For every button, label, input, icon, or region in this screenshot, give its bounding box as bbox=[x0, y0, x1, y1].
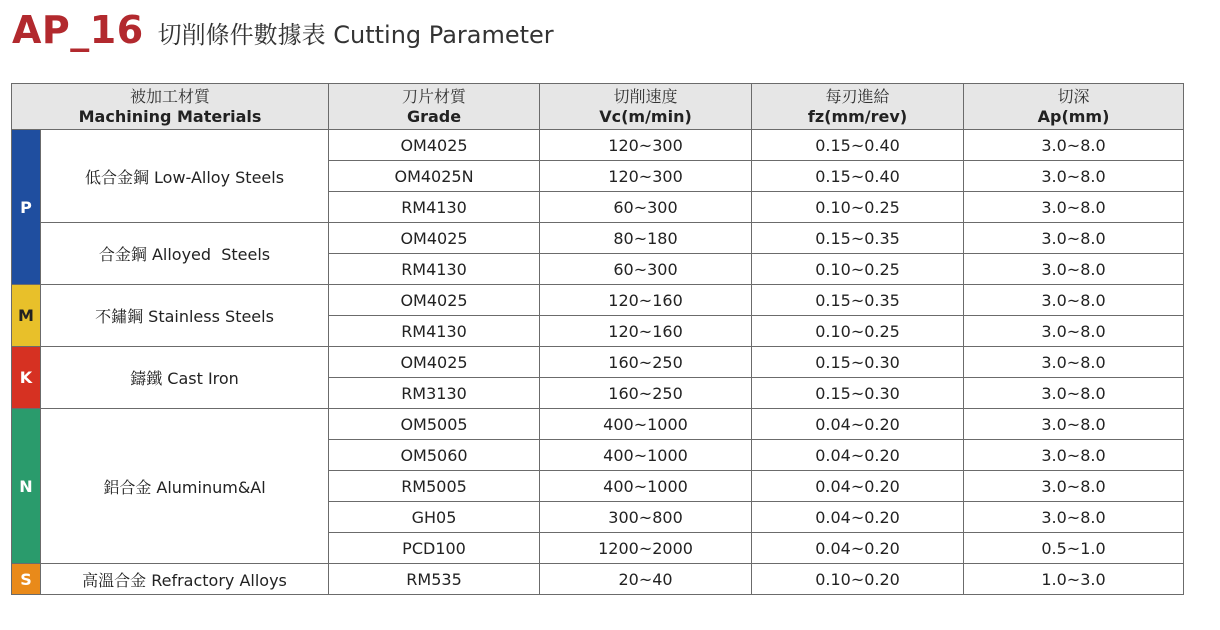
depth-cell: 3.0~8.0 bbox=[964, 316, 1184, 347]
column-header-depth bbox=[964, 84, 1184, 130]
feed-cell: 0.10~0.25 bbox=[752, 192, 964, 223]
speed-cell: 120~160 bbox=[540, 285, 752, 316]
speed-cell: 1200~2000 bbox=[540, 533, 752, 564]
grade-cell: OM4025 bbox=[329, 130, 540, 161]
speed-cell: 400~1000 bbox=[540, 440, 752, 471]
material-refractory-alloys: 高溫合金 Refractory Alloys bbox=[41, 564, 329, 595]
speed-cell: 160~250 bbox=[540, 347, 752, 378]
table-row bbox=[12, 285, 1184, 316]
speed-cell: 120~160 bbox=[540, 316, 752, 347]
column-header-feed-en: fz(mm/rev) bbox=[807, 106, 908, 126]
feed-cell: 0.15~0.40 bbox=[752, 130, 964, 161]
column-header-speed bbox=[540, 84, 752, 130]
table-row bbox=[12, 223, 1184, 254]
column-header-material-en: Machining Materials bbox=[78, 106, 262, 126]
depth-cell: 3.0~8.0 bbox=[964, 502, 1184, 533]
depth-cell: 3.0~8.0 bbox=[964, 378, 1184, 409]
grade-cell: OM4025 bbox=[329, 285, 540, 316]
iso-group-p: P bbox=[12, 130, 41, 285]
column-header-speed-en: Vc(m/min) bbox=[599, 106, 692, 126]
speed-cell: 60~300 bbox=[540, 192, 752, 223]
grade-cell: RM4130 bbox=[329, 192, 540, 223]
column-header-depth-en: Ap(mm) bbox=[1037, 106, 1110, 126]
column-header-grade-en: Grade bbox=[406, 106, 462, 126]
feed-cell: 0.10~0.25 bbox=[752, 254, 964, 285]
column-header-feed bbox=[752, 84, 964, 130]
table-row bbox=[12, 564, 1184, 595]
grade-cell: OM4025 bbox=[329, 347, 540, 378]
depth-cell: 3.0~8.0 bbox=[964, 409, 1184, 440]
speed-cell: 60~300 bbox=[540, 254, 752, 285]
depth-cell: 3.0~8.0 bbox=[964, 161, 1184, 192]
depth-cell: 3.0~8.0 bbox=[964, 440, 1184, 471]
speed-cell: 400~1000 bbox=[540, 471, 752, 502]
material-stainless-steels: 不鏽鋼 Stainless Steels bbox=[41, 285, 329, 347]
feed-cell: 0.04~0.20 bbox=[752, 533, 964, 564]
grade-cell: RM4130 bbox=[329, 316, 540, 347]
depth-cell: 3.0~8.0 bbox=[964, 285, 1184, 316]
column-header-speed-zh: 切削速度 bbox=[613, 86, 678, 106]
feed-cell: 0.15~0.30 bbox=[752, 347, 964, 378]
grade-cell: RM4130 bbox=[329, 254, 540, 285]
feed-cell: 0.04~0.20 bbox=[752, 502, 964, 533]
cutting-parameter-table bbox=[11, 83, 1184, 595]
grade-cell: OM5005 bbox=[329, 409, 540, 440]
speed-cell: 20~40 bbox=[540, 564, 752, 595]
material-cast-iron: 鑄鐵 Cast Iron bbox=[41, 347, 329, 409]
table-header-row bbox=[12, 84, 1184, 130]
feed-cell: 0.15~0.30 bbox=[752, 378, 964, 409]
feed-cell: 0.04~0.20 bbox=[752, 440, 964, 471]
grade-cell: RM535 bbox=[329, 564, 540, 595]
depth-cell: 1.0~3.0 bbox=[964, 564, 1184, 595]
material-low-alloy-steels: 低合金鋼 Low-Alloy Steels bbox=[41, 130, 329, 223]
iso-group-n: N bbox=[12, 409, 41, 564]
document-code: AP_16 bbox=[12, 8, 144, 52]
iso-group-m: M bbox=[12, 285, 41, 347]
grade-cell: OM4025 bbox=[329, 223, 540, 254]
speed-cell: 80~180 bbox=[540, 223, 752, 254]
feed-cell: 0.04~0.20 bbox=[752, 471, 964, 502]
depth-cell: 3.0~8.0 bbox=[964, 130, 1184, 161]
column-header-depth-zh: 切深 bbox=[1057, 86, 1090, 106]
table-row bbox=[12, 347, 1184, 378]
table-row bbox=[12, 409, 1184, 440]
depth-cell: 3.0~8.0 bbox=[964, 254, 1184, 285]
speed-cell: 160~250 bbox=[540, 378, 752, 409]
feed-cell: 0.04~0.20 bbox=[752, 409, 964, 440]
table-row bbox=[12, 130, 1184, 161]
depth-cell: 0.5~1.0 bbox=[964, 533, 1184, 564]
grade-cell: RM3130 bbox=[329, 378, 540, 409]
grade-cell: RM5005 bbox=[329, 471, 540, 502]
feed-cell: 0.10~0.20 bbox=[752, 564, 964, 595]
column-header-material-zh: 被加工材質 bbox=[130, 86, 211, 106]
column-header-grade-zh: 刀片材質 bbox=[402, 86, 467, 106]
speed-cell: 400~1000 bbox=[540, 409, 752, 440]
material-alloyed-steels: 合金鋼 Alloyed Steels bbox=[41, 223, 329, 285]
depth-cell: 3.0~8.0 bbox=[964, 192, 1184, 223]
depth-cell: 3.0~8.0 bbox=[964, 223, 1184, 254]
feed-cell: 0.15~0.40 bbox=[752, 161, 964, 192]
depth-cell: 3.0~8.0 bbox=[964, 347, 1184, 378]
column-header-material bbox=[12, 84, 329, 130]
grade-cell: PCD100 bbox=[329, 533, 540, 564]
page-header bbox=[12, 8, 554, 52]
column-header-feed-zh: 每刃進給 bbox=[825, 86, 890, 106]
iso-group-k: K bbox=[12, 347, 41, 409]
grade-cell: GH05 bbox=[329, 502, 540, 533]
feed-cell: 0.15~0.35 bbox=[752, 285, 964, 316]
material-aluminum: 鋁合金 Aluminum&Al bbox=[41, 409, 329, 564]
speed-cell: 120~300 bbox=[540, 130, 752, 161]
depth-cell: 3.0~8.0 bbox=[964, 471, 1184, 502]
feed-cell: 0.10~0.25 bbox=[752, 316, 964, 347]
column-header-grade bbox=[329, 84, 540, 130]
grade-cell: OM5060 bbox=[329, 440, 540, 471]
grade-cell: OM4025N bbox=[329, 161, 540, 192]
page-title: 切削條件數據表 Cutting Parameter bbox=[157, 21, 554, 49]
speed-cell: 120~300 bbox=[540, 161, 752, 192]
speed-cell: 300~800 bbox=[540, 502, 752, 533]
iso-group-s: S bbox=[12, 564, 41, 595]
feed-cell: 0.15~0.35 bbox=[752, 223, 964, 254]
